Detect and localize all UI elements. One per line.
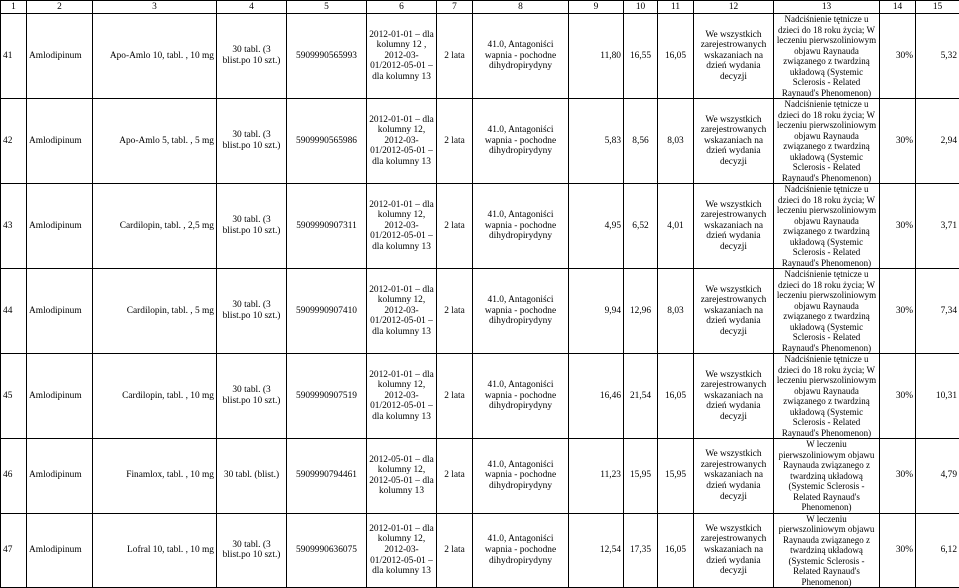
limit-group: 41.0, Antagoniści wapnia - pochodne dihydropirydyny [473,14,569,99]
ean-code: 5909990565993 [287,14,367,99]
row-number: 41 [1,14,27,99]
column-number-3: 3 [93,1,217,14]
off-label-indications: Nadciśnienie tętnicze u dzieci do 18 roku życia; W leczeniu pierwszoliniowym objawu Raynauda związanego z twardziną układową (Systemic Sclerosis - Related Raynaud's Phenomenon) [774,14,880,99]
patient-surcharge: 3,71 [916,184,959,269]
patient-surcharge: 2,94 [916,99,959,184]
ean-code: 5909990907311 [287,184,367,269]
substance-name: Amlodipinum [27,269,93,354]
decision-duration: 2 lata [437,513,473,588]
patient-surcharge: 5,32 [916,14,959,99]
column-number-row [1,1,959,14]
package-size: 30 tabl. (3 blist.po 10 szt.) [217,513,287,588]
table-row [1,14,959,99]
validity-dates: 2012-05-01 – dla kolumny 12, 2012-05-01 – dla kolumny 13 [367,439,437,514]
row-number: 42 [1,99,27,184]
column-number-15: 15 [916,1,959,14]
patient-surcharge: 4,79 [916,439,959,514]
financing-limit: 4,01 [658,184,694,269]
row-number: 47 [1,513,27,588]
price-official: 16,46 [569,354,624,439]
limit-group: 41.0, Antagoniści wapnia - pochodne dihydropirydyny [473,184,569,269]
column-number-12: 12 [694,1,774,14]
package-size: 30 tabl. (3 blist.po 10 szt.) [217,14,287,99]
off-label-indications: Nadciśnienie tętnicze u dzieci do 18 roku życia; W leczeniu pierwszoliniowym objawu Raynauda związanego z twardziną układową (Systemic Sclerosis - Related Raynaud's Phenomenon) [774,99,880,184]
price-official: 5,83 [569,99,624,184]
substance-name: Amlodipinum [27,99,93,184]
payment-level: 30% [880,99,916,184]
decision-duration: 2 lata [437,439,473,514]
limit-group: 41.0, Antagoniści wapnia - pochodne dihydropirydyny [473,513,569,588]
row-number: 45 [1,354,27,439]
column-number-11: 11 [658,1,694,14]
price-official: 9,94 [569,269,624,354]
financing-limit: 15,95 [658,439,694,514]
ean-code: 5909990636075 [287,513,367,588]
row-number: 46 [1,439,27,514]
decision-duration: 2 lata [437,269,473,354]
limit-group: 41.0, Antagoniści wapnia - pochodne dihydropirydyny [473,354,569,439]
reimbursed-scope: We wszystkich zarejestrowanych wskazaniach na dzień wydania decyzji [694,14,774,99]
column-number-2: 2 [27,1,93,14]
product-name: Lofral 10, tabl. , 10 mg [93,513,217,588]
reimbursed-scope: We wszystkich zarejestrowanych wskazaniach na dzień wydania decyzji [694,354,774,439]
price-retail: 21,54 [624,354,658,439]
patient-surcharge: 7,34 [916,269,959,354]
package-size: 30 tabl. (3 blist.po 10 szt.) [217,99,287,184]
price-retail: 6,52 [624,184,658,269]
patient-surcharge: 10,31 [916,354,959,439]
off-label-indications: W leczeniu pierwszoliniowym objawu Raynauda związanego z twardziną układową (Systemic Sclerosis - Related Raynaud's Phenomenon) [774,513,880,588]
price-retail: 12,96 [624,269,658,354]
validity-dates: 2012-01-01 – dla kolumny 12 , 2012-03-01/2012-05-01 – dla kolumny 13 [367,14,437,99]
price-official: 11,23 [569,439,624,514]
column-number-5: 5 [287,1,367,14]
package-size: 30 tabl. (blist.) [217,439,287,514]
reimbursed-scope: We wszystkich zarejestrowanych wskazaniach na dzień wydania decyzji [694,99,774,184]
reimbursed-scope: We wszystkich zarejestrowanych wskazaniach na dzień wydania decyzji [694,269,774,354]
validity-dates: 2012-01-01 – dla kolumny 12, 2012-03-01/2012-05-01 – dla kolumny 13 [367,184,437,269]
product-name: Finamlox, tabl. , 10 mg [93,439,217,514]
column-number-6: 6 [367,1,437,14]
column-number-9: 9 [569,1,624,14]
package-size: 30 tabl. (3 blist.po 10 szt.) [217,184,287,269]
payment-level: 30% [880,439,916,514]
product-name: Apo-Amlo 10, tabl. , 10 mg [93,14,217,99]
row-number: 43 [1,184,27,269]
product-name: Cardilopin, tabl. , 10 mg [93,354,217,439]
payment-level: 30% [880,354,916,439]
payment-level: 30% [880,269,916,354]
substance-name: Amlodipinum [27,14,93,99]
validity-dates: 2012-01-01 – dla kolumny 12, 2012-03-01/2012-05-01 – dla kolumny 13 [367,99,437,184]
off-label-indications: Nadciśnienie tętnicze u dzieci do 18 roku życia; W leczeniu pierwszoliniowym objawu Raynauda związanego z twardziną układową (Systemic Sclerosis - Related Raynaud's Phenomenon) [774,354,880,439]
substance-name: Amlodipinum [27,184,93,269]
table-row [1,269,959,354]
limit-group: 41.0, Antagoniści wapnia - pochodne dihydropirydyny [473,99,569,184]
decision-duration: 2 lata [437,14,473,99]
product-name: Cardilopin, tabl. , 5 mg [93,269,217,354]
reimbursed-scope: We wszystkich zarejestrowanych wskazaniach na dzień wydania decyzji [694,513,774,588]
row-number: 44 [1,269,27,354]
table-row [1,99,959,184]
package-size: 30 tabl. (3 blist.po 10 szt.) [217,269,287,354]
column-number-10: 10 [624,1,658,14]
decision-duration: 2 lata [437,354,473,439]
table-row [1,439,959,514]
table-row [1,354,959,439]
ean-code: 5909990907519 [287,354,367,439]
package-size: 30 tabl. (3 blist.po 10 szt.) [217,354,287,439]
price-retail: 8,56 [624,99,658,184]
price-retail: 16,55 [624,14,658,99]
financing-limit: 8,03 [658,99,694,184]
validity-dates: 2012-01-01 – dla kolumny 12, 2012-03-01/2012-05-01 – dla kolumny 13 [367,269,437,354]
table-row [1,513,959,588]
column-number-4: 4 [217,1,287,14]
validity-dates: 2012-01-01 – dla kolumny 12, 2012-03-01/2012-05-01 – dla kolumny 13 [367,513,437,588]
financing-limit: 16,05 [658,14,694,99]
column-number-7: 7 [437,1,473,14]
substance-name: Amlodipinum [27,354,93,439]
financing-limit: 16,05 [658,513,694,588]
column-number-14: 14 [880,1,916,14]
payment-level: 30% [880,184,916,269]
off-label-indications: Nadciśnienie tętnicze u dzieci do 18 roku życia; W leczeniu pierwszoliniowym objawu Raynauda związanego z twardziną układową (Systemic Sclerosis - Related Raynaud's Phenomenon) [774,184,880,269]
decision-duration: 2 lata [437,99,473,184]
price-retail: 17,35 [624,513,658,588]
limit-group: 41.0, Antagoniści wapnia - pochodne dihydropirydyny [473,269,569,354]
substance-name: Amlodipinum [27,439,93,514]
financing-limit: 8,03 [658,269,694,354]
ean-code: 5909990565986 [287,99,367,184]
ean-code: 5909990907410 [287,269,367,354]
substance-name: Amlodipinum [27,513,93,588]
price-official: 12,54 [569,513,624,588]
column-number-13: 13 [774,1,880,14]
table-row [1,184,959,269]
column-number-1: 1 [1,1,27,14]
price-official: 4,95 [569,184,624,269]
financing-limit: 16,05 [658,354,694,439]
payment-level: 30% [880,513,916,588]
decision-duration: 2 lata [437,184,473,269]
off-label-indications: Nadciśnienie tętnicze u dzieci do 18 roku życia; W leczeniu pierwszoliniowym objawu Raynauda związanego z twardziną układową (Systemic Sclerosis - Related Raynaud's Phenomenon) [774,269,880,354]
product-name: Cardilopin, tabl. , 2,5 mg [93,184,217,269]
off-label-indications: W leczeniu pierwszoliniowym objawu Raynauda związanego z twardziną układową (Systemic Sclerosis - Related Raynaud's Phenomenon) [774,439,880,514]
product-name: Apo-Amlo 5, tabl. , 5 mg [93,99,217,184]
reimbursed-scope: We wszystkich zarejestrowanych wskazaniach na dzień wydania decyzji [694,184,774,269]
price-official: 11,80 [569,14,624,99]
validity-dates: 2012-01-01 – dla kolumny 12, 2012-03-01/2012-05-01 – dla kolumny 13 [367,354,437,439]
price-retail: 15,95 [624,439,658,514]
payment-level: 30% [880,14,916,99]
reimbursed-scope: We wszystkich zarejestrowanych wskazaniach na dzień wydania decyzji [694,439,774,514]
column-number-8: 8 [473,1,569,14]
ean-code: 5909990794461 [287,439,367,514]
limit-group: 41.0, Antagoniści wapnia - pochodne dihydropirydyny [473,439,569,514]
patient-surcharge: 6,12 [916,513,959,588]
